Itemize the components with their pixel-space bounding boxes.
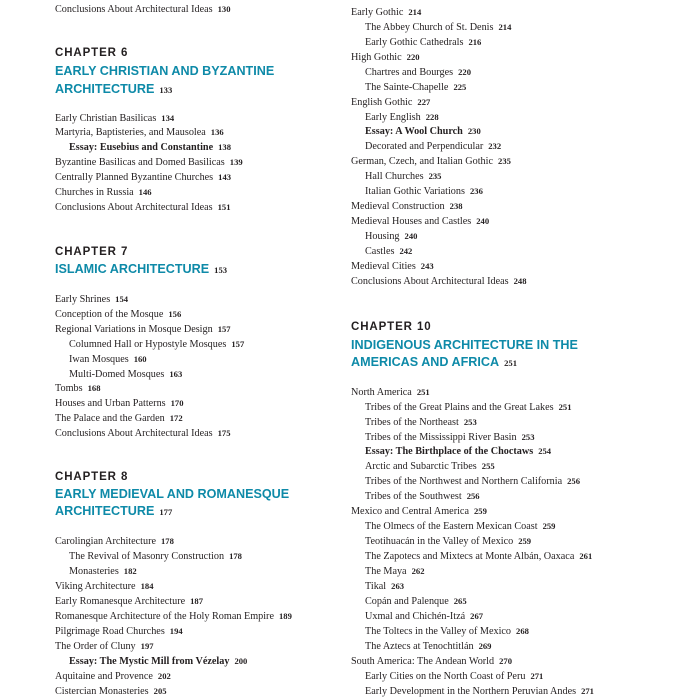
- toc-entry: Carolingian Architecture 178: [55, 536, 174, 547]
- chapter-7-label: CHAPTER 7: [55, 246, 129, 258]
- chapter-7-page: 153: [214, 265, 228, 275]
- toc-entry: Medieval Cities 243: [351, 261, 434, 272]
- toc-subentry: Uxmal and Chichén-Itzá 267: [365, 611, 484, 622]
- toc-subentry: Early Cities on the North Coast of Peru 271: [365, 671, 544, 682]
- chapter-8-page: 177: [159, 507, 173, 517]
- toc-subentry: The Toltecs in the Valley of Mexico 268: [365, 626, 529, 637]
- toc-entry: Churches in Russia 146: [55, 187, 152, 198]
- chapter-8-title-line1: EARLY MEDIEVAL AND ROMANESQUE: [55, 487, 290, 501]
- toc-subentry: Tribes of the Northwest and Northern California 256: [365, 476, 580, 487]
- toc-subentry: Tribes of the Mississippi River Basin 253: [365, 432, 535, 443]
- toc-entry: Byzantine Basilicas and Domed Basilicas 139: [55, 157, 243, 168]
- toc-subentry: Teotihuacán in the Valley of Mexico 259: [365, 536, 532, 547]
- toc-subentry: Columned Hall or Hypostyle Mosques 157: [69, 339, 245, 350]
- toc-entry: German, Czech, and Italian Gothic 235: [351, 156, 511, 167]
- toc-subentry: Italian Gothic Variations 236: [365, 186, 483, 197]
- toc-subentry: The Zapotecs and Mixtecs at Monte Albán, Oaxaca 261: [365, 551, 593, 562]
- toc-subentry: Housing 240: [365, 231, 418, 242]
- chapter-8-title-line2: ARCHITECTURE 177: [55, 504, 173, 518]
- toc-entry: Centrally Planned Byzantine Churches 143: [55, 172, 232, 183]
- chapter-7-title: ISLAMIC ARCHITECTURE 153: [55, 262, 228, 276]
- toc-entry: Mexico and Central America 259: [351, 506, 487, 517]
- toc-subentry: Castles 242: [365, 246, 413, 257]
- toc-subentry: The Revival of Masonry Construction 178: [69, 551, 242, 562]
- toc-entry: Early Romanesque Architecture 187: [55, 596, 204, 607]
- toc-subentry: The Aztecs at Tenochtitlán 269: [365, 641, 492, 652]
- toc-subentry: The Olmecs of the Eastern Mexican Coast 259: [365, 521, 556, 532]
- toc-entry: Aquitaine and Provence 202: [55, 671, 171, 682]
- toc-subentry: Tikal 263: [365, 581, 405, 592]
- toc-subentry: Decorated and Perpendicular 232: [365, 141, 502, 152]
- toc-entry: Tombs 168: [55, 383, 101, 394]
- toc-subentry: Hall Churches 235: [365, 171, 442, 182]
- toc-subentry: Tribes of the Northeast 253: [365, 417, 477, 428]
- toc-essay-entry: Essay: The Mystic Mill from Vézelay 200: [69, 656, 248, 667]
- toc-subentry: Early English 228: [365, 112, 439, 123]
- toc-entry: Houses and Urban Patterns 170: [55, 398, 184, 409]
- chapter-6-title-line2: ARCHITECTURE 133: [55, 82, 173, 96]
- toc-subentry: The Sainte-Chapelle 225: [365, 82, 467, 93]
- toc-entry: The Palace and the Garden 172: [55, 413, 183, 424]
- toc-entry: Conclusions About Architectural Ideas 175: [55, 428, 231, 439]
- toc-essay-entry: Essay: A Wool Church 230: [365, 126, 481, 137]
- toc-entry: English Gothic 227: [351, 97, 431, 108]
- toc-essay-entry: Essay: The Birthplace of the Choctaws 254: [365, 446, 552, 457]
- toc-entry: Regional Variations in Mosque Design 157: [55, 324, 231, 335]
- chapter-6-page: 133: [159, 85, 173, 95]
- toc-entry: High Gothic 220: [351, 52, 420, 63]
- toc-entry: South America: The Andean World 270: [351, 656, 512, 667]
- toc-subentry: Iwan Mosques 160: [69, 354, 147, 365]
- toc-entry: Romanesque Architecture of the Holy Roman Empire 189: [55, 611, 292, 622]
- chapter-10-title-line2: AMERICAS AND AFRICA 251: [351, 355, 517, 369]
- toc-entry: Early Shrines 154: [55, 294, 129, 305]
- toc-essay-entry: Essay: Eusebius and Constantine 138: [69, 142, 231, 153]
- chapter-6-title-line1: EARLY CHRISTIAN AND BYZANTINE: [55, 64, 275, 78]
- toc-entry: Conception of the Mosque 156: [55, 309, 182, 320]
- toc-subentry: Tribes of the Southwest 256: [365, 491, 480, 502]
- toc-subentry: Monasteries 182: [69, 566, 137, 577]
- toc-entry: Conclusions About Architectural Ideas 130: [55, 4, 231, 15]
- chapter-10-page: 251: [504, 358, 517, 368]
- toc-entry: Medieval Construction 238: [351, 201, 463, 212]
- toc-subentry: Tribes of the Great Plains and the Great Lakes 251: [365, 402, 572, 413]
- toc-entry: Conclusions About Architectural Ideas 248: [351, 276, 527, 287]
- toc-subentry: The Abbey Church of St. Denis 214: [365, 22, 512, 33]
- toc-entry: Pilgrimage Road Churches 194: [55, 626, 183, 637]
- toc-subentry: Early Gothic Cathedrals 216: [365, 37, 482, 48]
- toc-entry: Martyria, Baptisteries, and Mausolea 136: [55, 127, 224, 138]
- toc-subentry: Copán and Palenque 265: [365, 596, 467, 607]
- chapter-10-title-line1: INDIGENOUS ARCHITECTURE IN THE: [351, 338, 578, 352]
- chapter-8-label: CHAPTER 8: [55, 471, 129, 483]
- toc-subentry: Arctic and Subarctic Tribes 255: [365, 461, 495, 472]
- toc-entry: Early Gothic 214: [351, 7, 422, 18]
- chapter-6-label: CHAPTER 6: [55, 47, 129, 59]
- toc-entry: Cistercian Monasteries 205: [55, 686, 167, 697]
- toc-subentry: The Maya 262: [365, 566, 425, 577]
- toc-subentry: Multi-Domed Mosques 163: [69, 369, 183, 380]
- toc-entry: Viking Architecture 184: [55, 581, 154, 592]
- toc-entry: North America 251: [351, 387, 430, 398]
- chapter-10-label: CHAPTER 10: [351, 321, 432, 333]
- toc-subentry: Chartres and Bourges 220: [365, 67, 471, 78]
- toc-entry: Medieval Houses and Castles 240: [351, 216, 490, 227]
- toc-subentry: Early Development in the Northern Peruvian Andes 271: [365, 686, 594, 697]
- toc-entry: Conclusions About Architectural Ideas 151: [55, 202, 231, 213]
- toc-entry: The Order of Cluny 197: [55, 641, 154, 652]
- toc-entry: Early Christian Basilicas 134: [55, 113, 175, 124]
